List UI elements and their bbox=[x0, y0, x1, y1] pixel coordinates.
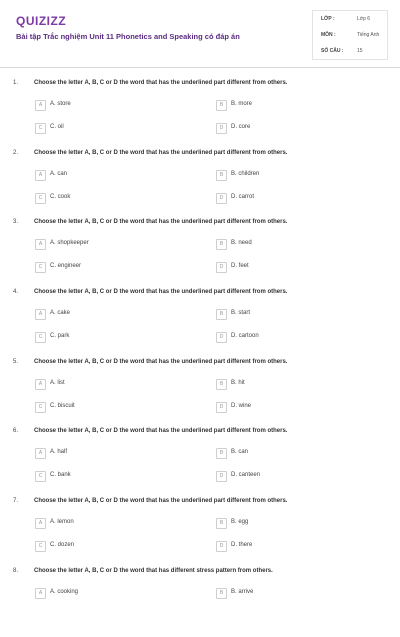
question-text: Choose the letter A, B, C or D the word that has the underlined part different from others. bbox=[34, 150, 288, 156]
question-number: 7. bbox=[13, 498, 19, 504]
question-item bbox=[0, 288, 400, 358]
answer-option[interactable] bbox=[35, 588, 185, 600]
question-number: 1. bbox=[13, 80, 19, 86]
option-letter-box[interactable]: B bbox=[216, 309, 227, 320]
option-letter-box[interactable]: A bbox=[35, 100, 46, 111]
option-text: C. dozen bbox=[50, 542, 75, 548]
option-text: D. feet bbox=[231, 263, 249, 269]
meta-row-subject bbox=[313, 27, 387, 43]
option-text: A. shopkeeper bbox=[50, 240, 89, 246]
meta-row-question-count bbox=[313, 43, 387, 59]
option-text: D. carrot bbox=[231, 194, 255, 200]
answer-option[interactable] bbox=[35, 448, 185, 460]
answer-option[interactable] bbox=[216, 262, 366, 274]
question-number: 6. bbox=[13, 428, 19, 434]
answer-option[interactable] bbox=[35, 332, 185, 344]
answer-option[interactable] bbox=[216, 471, 366, 483]
option-letter-box[interactable]: D bbox=[216, 541, 227, 552]
option-letter-box[interactable]: D bbox=[216, 193, 227, 204]
answer-option[interactable] bbox=[216, 448, 366, 460]
question-item bbox=[0, 149, 400, 219]
answer-option[interactable] bbox=[35, 471, 185, 483]
question-text: Choose the letter A, B, C or D the word that has the underlined part different from others. bbox=[34, 80, 288, 86]
option-text: A. store bbox=[50, 101, 71, 107]
answer-option[interactable] bbox=[216, 193, 366, 205]
meta-row-grade bbox=[313, 11, 387, 27]
option-text: B. arrive bbox=[231, 589, 254, 595]
answer-option[interactable] bbox=[35, 239, 185, 251]
meta-label: LỚP : bbox=[321, 16, 335, 22]
answer-option[interactable] bbox=[216, 100, 366, 112]
answer-option[interactable] bbox=[216, 588, 366, 600]
worksheet-header bbox=[0, 0, 400, 64]
answer-option[interactable] bbox=[35, 309, 185, 321]
option-letter-box[interactable]: C bbox=[35, 332, 46, 343]
option-text: B. more bbox=[231, 101, 253, 107]
option-text: A. cake bbox=[50, 310, 71, 316]
answer-option[interactable] bbox=[216, 332, 366, 344]
option-letter-box[interactable]: D bbox=[216, 262, 227, 273]
option-letter-box[interactable]: A bbox=[35, 170, 46, 181]
option-letter-box[interactable]: C bbox=[35, 402, 46, 413]
option-letter-box[interactable]: B bbox=[216, 379, 227, 390]
option-text: B. hit bbox=[231, 380, 245, 386]
option-text: C. bank bbox=[50, 472, 71, 478]
option-letter-box[interactable]: A bbox=[35, 448, 46, 459]
question-number: 4. bbox=[13, 289, 19, 295]
question-number: 3. bbox=[13, 219, 19, 225]
option-text: C. engineer bbox=[50, 263, 82, 269]
option-text: C. oil bbox=[50, 124, 64, 130]
option-text: A. half bbox=[50, 449, 68, 455]
answer-option[interactable] bbox=[216, 541, 366, 553]
answer-option[interactable] bbox=[35, 518, 185, 530]
option-text: D. canteen bbox=[231, 472, 261, 478]
question-number: 2. bbox=[13, 150, 19, 156]
option-letter-box[interactable]: A bbox=[35, 379, 46, 390]
option-text: B. children bbox=[231, 171, 260, 177]
option-text: A. cooking bbox=[50, 589, 79, 595]
option-letter-box[interactable]: B bbox=[216, 170, 227, 181]
question-text: Choose the letter A, B, C or D the word that has the underlined part different from others. bbox=[34, 219, 288, 225]
option-text: A. lemon bbox=[50, 519, 74, 525]
option-text: D. wine bbox=[231, 403, 252, 409]
option-text: B. start bbox=[231, 310, 251, 316]
header-divider bbox=[0, 67, 400, 68]
question-item bbox=[0, 497, 400, 567]
option-letter-box[interactable]: D bbox=[216, 332, 227, 343]
option-text: C. park bbox=[50, 333, 70, 339]
option-letter-box[interactable]: A bbox=[35, 588, 46, 599]
option-letter-box[interactable]: B bbox=[216, 518, 227, 529]
worksheet-meta-box bbox=[312, 10, 388, 60]
meta-value: Lớp 6 bbox=[357, 16, 371, 22]
answer-option[interactable] bbox=[216, 170, 366, 182]
option-text: B. egg bbox=[231, 519, 249, 525]
option-letter-box[interactable]: D bbox=[216, 123, 227, 134]
question-text: Choose the letter A, B, C or D the word that has the underlined part different from others. bbox=[34, 289, 288, 295]
answer-option[interactable] bbox=[35, 262, 185, 274]
option-text: A. can bbox=[50, 171, 68, 177]
answer-option[interactable] bbox=[216, 379, 366, 391]
worksheet-title: Bài tập Trắc nghiệm Unit 11 Phonetics and Speaking có đáp án bbox=[16, 32, 240, 41]
question-item bbox=[0, 79, 400, 149]
question-item bbox=[0, 567, 400, 637]
option-text: C. cook bbox=[50, 194, 71, 200]
question-text: Choose the letter A, B, C or D the word that has the underlined part different from others. bbox=[34, 359, 288, 365]
option-text: B. can bbox=[231, 449, 249, 455]
option-letter-box[interactable]: A bbox=[35, 239, 46, 250]
answer-option[interactable] bbox=[216, 518, 366, 530]
option-letter-box[interactable]: D bbox=[216, 471, 227, 482]
option-letter-box[interactable]: C bbox=[35, 262, 46, 273]
answer-option[interactable] bbox=[35, 193, 185, 205]
option-text: D. cartoon bbox=[231, 333, 259, 339]
option-text: A. list bbox=[50, 380, 65, 386]
option-letter-box[interactable]: A bbox=[35, 518, 46, 529]
question-item bbox=[0, 218, 400, 288]
meta-value: Tiếng Anh bbox=[357, 32, 380, 38]
answer-option[interactable] bbox=[35, 123, 185, 135]
option-letter-box[interactable]: C bbox=[35, 193, 46, 204]
option-letter-box[interactable]: B bbox=[216, 588, 227, 599]
answer-option[interactable] bbox=[216, 239, 366, 251]
question-number: 5. bbox=[13, 359, 19, 365]
question-text: Choose the letter A, B, C or D the word that has the underlined part different from others. bbox=[34, 428, 288, 434]
answer-option[interactable] bbox=[216, 123, 366, 135]
option-text: C. biscuit bbox=[50, 403, 75, 409]
option-letter-box[interactable]: C bbox=[35, 541, 46, 552]
quizizz-logo: QUIZIZZ bbox=[16, 14, 67, 28]
option-letter-box[interactable]: C bbox=[35, 123, 46, 134]
meta-label: MÔN : bbox=[321, 32, 336, 38]
answer-option[interactable] bbox=[35, 541, 185, 553]
question-item bbox=[0, 358, 400, 428]
answer-option[interactable] bbox=[216, 402, 366, 414]
option-letter-box[interactable]: B bbox=[216, 100, 227, 111]
meta-value: 15 bbox=[357, 48, 363, 54]
option-letter-box[interactable]: A bbox=[35, 309, 46, 320]
question-text: Choose the letter A, B, C or D the word that has different stress pattern from others. bbox=[34, 568, 273, 574]
option-text: B. need bbox=[231, 240, 252, 246]
option-text: D. there bbox=[231, 542, 253, 548]
answer-option[interactable] bbox=[216, 309, 366, 321]
answer-option[interactable] bbox=[35, 170, 185, 182]
answer-option[interactable] bbox=[35, 379, 185, 391]
meta-label: SỐ CÂU : bbox=[321, 48, 344, 54]
option-text: D. core bbox=[231, 124, 251, 130]
question-item bbox=[0, 427, 400, 497]
option-letter-box[interactable]: D bbox=[216, 402, 227, 413]
question-text: Choose the letter A, B, C or D the word that has the underlined part different from others. bbox=[34, 498, 288, 504]
answer-option[interactable] bbox=[35, 402, 185, 414]
option-letter-box[interactable]: B bbox=[216, 239, 227, 250]
question-number: 8. bbox=[13, 568, 19, 574]
option-letter-box[interactable]: B bbox=[216, 448, 227, 459]
answer-option[interactable] bbox=[35, 100, 185, 112]
option-letter-box[interactable]: C bbox=[35, 471, 46, 482]
